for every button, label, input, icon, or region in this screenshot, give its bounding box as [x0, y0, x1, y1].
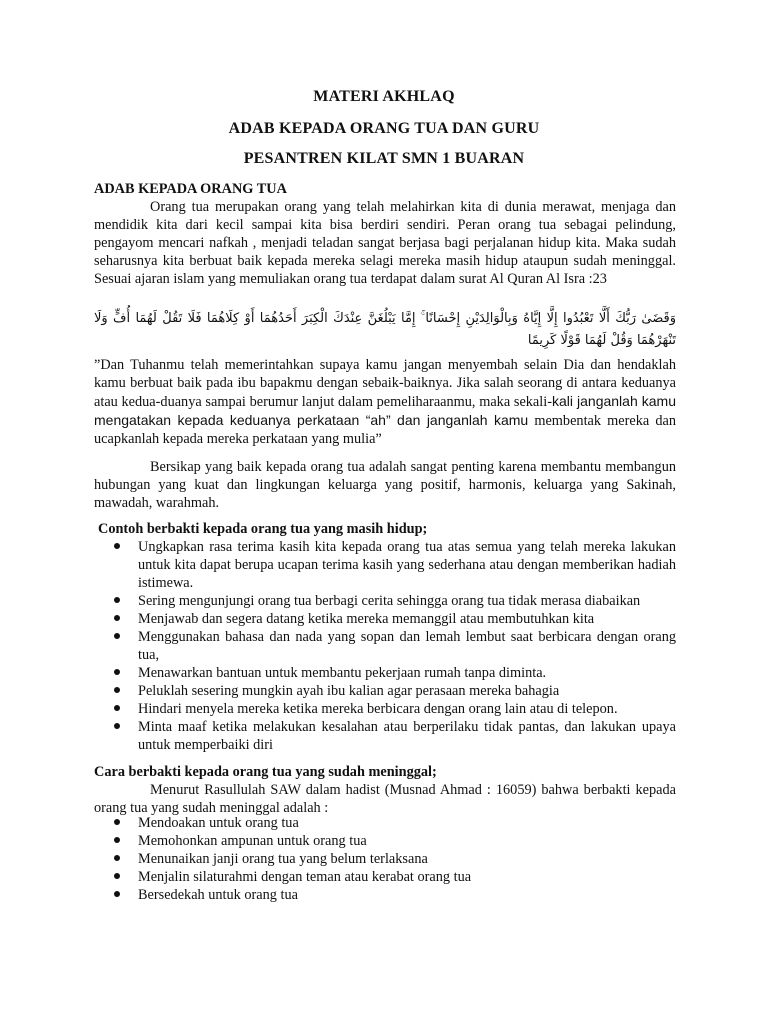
translation-text-2: kali janganlah kamu mengatakan kepada keduanya perkataan “ah” dan janganlah kamu: [94, 393, 676, 428]
list-item: Peluklah sesering mungkin ayah ibu kalian agar perasaan mereka bahagia: [94, 682, 676, 700]
bullet-icon: [114, 543, 120, 549]
list-item: Menawarkan bantuan untuk membantu pekerjaan rumah tanpa diminta.: [94, 664, 676, 682]
document-subtitle: ADAB KEPADA ORANG TUA DAN GURU: [228, 120, 540, 137]
list-item: Memohonkan ampunan untuk orang tua: [94, 832, 676, 850]
living-parents-list: [94, 538, 676, 754]
verse-translation: [94, 356, 676, 448]
list-item: Hindari menyela mereka ketika mereka berbicara dengan orang lain atau di telepon.: [94, 700, 676, 718]
hadith-paragraph: Menurut Rasullulah SAW dalam hadist (Musnad Ahmad : 16059) bahwa berbakti kepada orang tua yang sudah meninggal adalah :: [94, 782, 676, 816]
bullet-icon: [114, 723, 120, 729]
list-item: Menunaikan janji orang tua yang belum terlaksana: [94, 850, 676, 868]
document-title: MATERI AKHLAQ: [313, 88, 455, 105]
bullet-icon: [114, 873, 120, 879]
list-item: Menggunakan bahasa dan nada yang sopan dan lemah lembut saat berbicara dengan orang tua,: [94, 628, 676, 664]
list-item: Sering mengunjungi orang tua berbagi cerita sehingga orang tua tidak merasa diabaikan: [94, 592, 676, 610]
section-heading-deceased-parents: Cara berbakti kepada orang tua yang sudah meninggal;: [94, 764, 437, 780]
translation-text-1: ”Dan Tuhanmu telah memerintahkan supaya kamu jangan menyembah selain Dia dan hendaklah kamu berbuat baik pada ibu bapakmu dengan sebaik-baiknya. Jika salah seorang di antara keduanya atau kedua-duanya sampai berumur lanjut dalam pemeliharaanmu, maka sekali-: [94, 357, 676, 410]
bullet-icon: [114, 633, 120, 639]
translation-text-3: membentak mereka dan ucapkanlah kepada mereka perkataan yang mulia”: [94, 413, 676, 447]
bullet-icon: [114, 855, 120, 861]
bullet-icon: [114, 687, 120, 693]
bullet-icon: [114, 669, 120, 675]
bullet-icon: [114, 615, 120, 621]
section-heading-parents: ADAB KEPADA ORANG TUA: [94, 181, 287, 197]
list-item: Mendoakan untuk orang tua: [94, 814, 676, 832]
importance-paragraph: Bersikap yang baik kepada orang tua adalah sangat penting karena membantu membangun hubungan yang kuat dan lingkungan keluarga yang positif, harmonis, keluarga yang Sakinah, mawadah, warahmah.: [94, 459, 676, 511]
list-item: Bersedekah untuk orang tua: [94, 886, 676, 904]
school-name: PESANTREN KILAT SMN 1 BUARAN: [243, 150, 525, 167]
list-item: Menjawab dan segera datang ketika mereka memanggil atau membutuhkan kita: [94, 610, 676, 628]
intro-paragraph: Orang tua merupakan orang yang telah melahirkan kita di dunia merawat, menjaga dan mendidik kita dari kecil sampai kita bisa berdiri sendiri. Peran orang tua sebagai pelindung, pengayom mencari nafkah , menjadi teladan sangat berjasa bagi perjalanan hidup kita. Maka sudah seharusnya kita berbuat baik kepada mereka selagi mereka masih hidup ataupun sudah meninggal. Sesuai ajaran islam yang memuliakan orang tua terdapat dalam surat Al Quran Al Isra :23: [94, 199, 676, 287]
deceased-parents-list: [94, 814, 676, 904]
bullet-icon: [114, 891, 120, 897]
list-item: Minta maaf ketika melakukan kesalahan atau berperilaku tidak pantas, dan lakukan upaya untuk memperbaiki diri: [94, 718, 676, 754]
quran-verse-al-isra-23: وَقَضَىٰ رَبُّكَ أَلَّا تَعْبُدُوا إِلَّا إِيَّاهُ وَبِالْوَالِدَيْنِ إِحْسَانًا ۚ إِمَّا يَبْلُغَنَّ عِنْدَكَ الْكِبَرَ أَحَدُهُمَا أَوْ كِلَاهُمَا فَلَا تَقُلْ لَهُمَا أُفٍّ وَلَا تَنْهَرْهُمَا وَقُلْ لَهُمَا قَوْلًا كَرِيمًا: [94, 311, 676, 348]
bullet-icon: [114, 705, 120, 711]
list-item: Ungkapkan rasa terima kasih kita kepada orang tua atas semua yang telah mereka lakukan untuk kita dapat berupa ucapan terima kasih yang sederhana atau dengan memberikan hadiah istimewa.: [94, 538, 676, 592]
bullet-icon: [114, 597, 120, 603]
bullet-icon: [114, 837, 120, 843]
bullet-icon: [114, 819, 120, 825]
section-heading-living-parents: Contoh berbakti kepada orang tua yang masih hidup;: [98, 521, 428, 537]
list-item: Menjalin silaturahmi dengan teman atau kerabat orang tua: [94, 868, 676, 886]
